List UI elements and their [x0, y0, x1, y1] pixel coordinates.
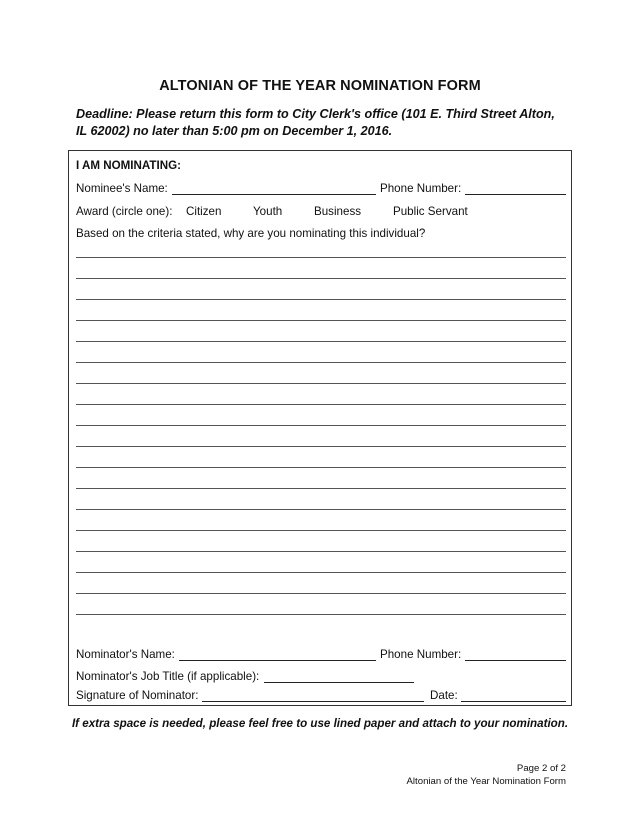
answer-line[interactable] [76, 341, 566, 342]
award-option-youth[interactable]: Youth [253, 205, 283, 218]
answer-line[interactable] [76, 551, 566, 552]
criteria-question: Based on the criteria stated, why are you nominating this individual? [76, 227, 426, 240]
deadline-notice: Deadline: Please return this form to City Clerk's office (101 E. Third Street Alton, IL 62002) no later than 5:00 pm on December 1, 2016. [76, 107, 555, 138]
answer-line[interactable] [76, 572, 566, 573]
signature-field[interactable] [202, 701, 424, 702]
award-label: Award (circle one): [76, 205, 173, 218]
extra-space-note: If extra space is needed, please feel free to use lined paper and attach to your nomination. [71, 717, 569, 730]
answer-line[interactable] [76, 488, 566, 489]
date-field[interactable] [461, 701, 566, 702]
nominee-name-field[interactable] [172, 194, 376, 195]
page-footer [407, 762, 566, 788]
answer-line[interactable] [76, 320, 566, 321]
nominee-name-label: Nominee's Name: [76, 182, 168, 195]
answer-line[interactable] [76, 404, 566, 405]
answer-line[interactable] [76, 425, 566, 426]
answer-line[interactable] [76, 257, 566, 258]
award-option-business[interactable]: Business [314, 205, 362, 218]
page-footer-title: Altonian of the Year Nomination Form [406, 776, 566, 787]
answer-line[interactable] [76, 593, 566, 594]
nominee-phone-field[interactable] [465, 194, 566, 195]
award-option-citizen[interactable]: Citizen [186, 205, 222, 218]
nominator-phone-label: Phone Number: [380, 648, 462, 661]
award-option-public-servant[interactable]: Public Servant [393, 205, 468, 218]
answer-line[interactable] [76, 278, 566, 279]
answer-line[interactable] [76, 362, 566, 363]
nominator-job-label: Nominator's Job Title (if applicable): [76, 670, 260, 683]
page-number: Page 2 of 2 [516, 763, 566, 774]
answer-line[interactable] [76, 467, 566, 468]
nominator-job-field[interactable] [264, 682, 414, 683]
section-heading: I AM NOMINATING: [76, 159, 181, 172]
answer-line[interactable] [76, 446, 566, 447]
form-title: ALTONIAN OF THE YEAR NOMINATION FORM [159, 78, 481, 94]
answer-line[interactable] [76, 299, 566, 300]
nominator-phone-field[interactable] [465, 660, 566, 661]
nominee-phone-label: Phone Number: [380, 182, 462, 195]
answer-line[interactable] [76, 530, 566, 531]
signature-label: Signature of Nominator: [76, 689, 199, 702]
answer-line[interactable] [76, 383, 566, 384]
nominator-name-label: Nominator's Name: [76, 648, 175, 661]
date-label: Date: [430, 689, 458, 702]
answer-line[interactable] [76, 614, 566, 615]
nominator-name-field[interactable] [179, 660, 376, 661]
answer-line[interactable] [76, 509, 566, 510]
